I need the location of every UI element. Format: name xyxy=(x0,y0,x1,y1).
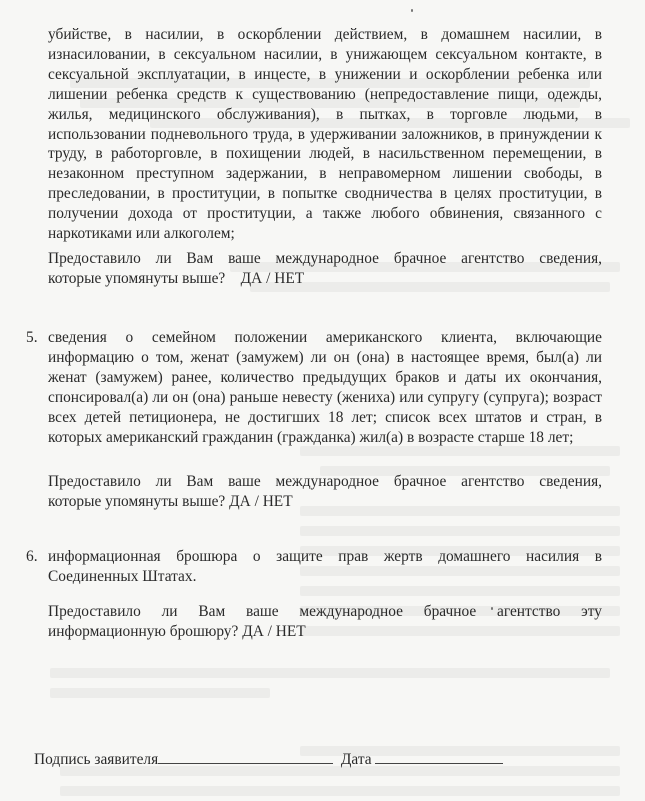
date-label: Дата xyxy=(340,751,372,768)
question-text: которые упомянуты выше? xyxy=(48,492,226,510)
yes-no-answer[interactable]: ДА / НЕТ xyxy=(240,269,305,287)
item-number: 5. xyxy=(26,329,38,346)
item-6-question xyxy=(48,602,602,642)
question-text: Предоставило ли Вам ваше международное брачное агентство эту xyxy=(48,603,602,620)
date-field[interactable] xyxy=(375,751,503,764)
question-text: Предоставило ли Вам ваше международное брачное агентство сведения, xyxy=(48,473,602,490)
intro-paragraph: убийстве, в насилии, в оскорблении действием, в домашнем насилии, в изнасиловании, в сексуальном насилии, в унижающем сексуальном контакте, в сексуальной эксплуатации, в инцесте, в унижении и оскорблении ребенка или лишении ребенка средств к существованию (непредоставление пищи, одежды, жилья, медицинского обслуживания), в пытках, в торговле людьми, в использовании подневольного труда, в удерживании заложников, в принуждении к труду, в работорговле, в похищении людей, в насильственном перемещении, в незаконном преступном задержании, в неправомерном лишении свободы, в преследовании, в проституции, в попытке сводничества в целях проституции, в получении дохода от проституции, а также любого обвинения, связанного с наркотиками или алкоголем; xyxy=(48,26,602,243)
item-5-text: сведения о семейном положении американского клиента, включающие информацию о том, женат (замужем) ли он (она) в настоящее время, был(а) ли женат (замужем) ранее, количество предыдущих браков и даты их окончания, спонсировал(а) ли он (она) раньше невесту (жениха) или супругу (супруга); возраст всех детей петиционера, не достигших 18 лет; список всех штатов и стран, в которых американский гражданин (гражданка) жил(а) в возрасте старше 18 лет; xyxy=(48,329,602,446)
applicant-signature-field[interactable] xyxy=(158,751,333,764)
question-text: которые упомянуты выше? xyxy=(48,269,226,287)
yes-no-answer[interactable]: ДА / НЕТ xyxy=(242,622,306,640)
item-6-text: информационная брошюра о защите прав жертв домашнего насилия в Соединенных Штатах. xyxy=(48,548,602,585)
question-text: информационную брошюру? xyxy=(48,622,239,640)
yes-no-answer[interactable]: ДА / НЕТ xyxy=(229,492,293,510)
item-number: 6. xyxy=(26,548,38,565)
item-5-question xyxy=(48,472,602,512)
scan-speck xyxy=(411,9,413,12)
signature-block xyxy=(34,750,503,770)
intro-question xyxy=(48,249,602,289)
question-text: Предоставило ли Вам ваше международное брачное агентство сведения, xyxy=(48,250,602,267)
applicant-signature-label: Подпись заявителя xyxy=(34,751,159,768)
